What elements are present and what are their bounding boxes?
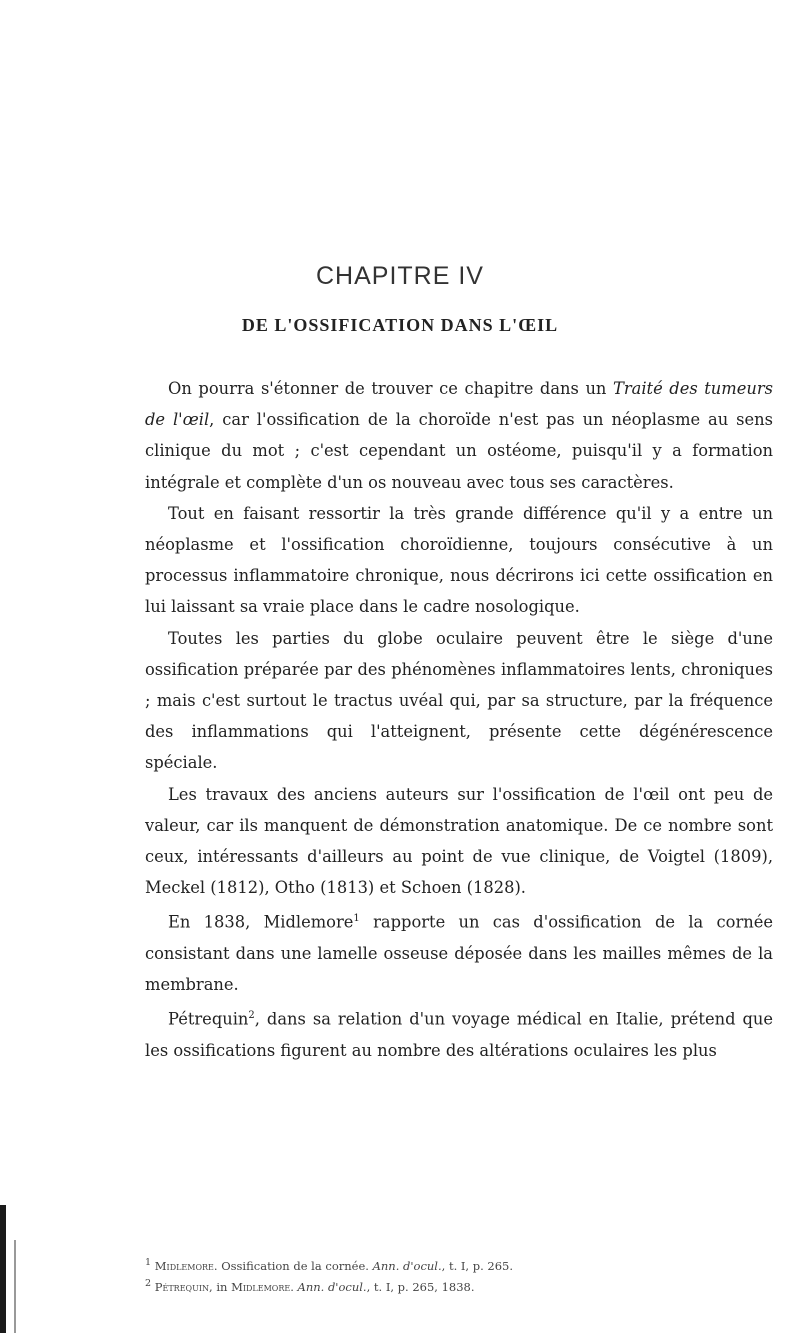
- footnote-1: [145, 1254, 773, 1275]
- footnote-2-ref: , t. I, p. 265, 1838.: [366, 1279, 475, 1294]
- paragraph-6-text-a: Pétrequin: [168, 1009, 249, 1029]
- chapter-heading: CHAPITRE IV: [316, 262, 484, 290]
- footnote-2-author2: Midlemore: [231, 1279, 291, 1294]
- footnote-1-ref: , t. I, p. 265.: [441, 1258, 514, 1273]
- footnote-2-mid: , in: [209, 1279, 232, 1294]
- footnote-2-journal: Ann. d'ocul.: [297, 1279, 367, 1294]
- binding-edge-shadow: [0, 1205, 6, 1333]
- paragraph-5: [145, 903, 773, 1000]
- footnote-2-author: Pétrequin: [154, 1279, 210, 1294]
- footnotes: [145, 1254, 773, 1296]
- footnote-1-text: . Ossification de la cornée.: [213, 1258, 373, 1273]
- paragraph-5-text-a: En 1838, Midlemore: [168, 912, 354, 932]
- paragraph-1-text-b: , car l'ossification de la choroïde n'est pas un néoplasme au sens clinique du mot ; c'est cependant un ostéome, puisqu'il y a formation intégrale et complète d'un os nouveau avec tous ses caractères.: [145, 410, 773, 492]
- footnote-1-author: Midlemore: [154, 1258, 214, 1273]
- footnote-1-journal: Ann. d'ocul.: [372, 1258, 442, 1273]
- paragraph-5-text-b: rapporte un cas d'ossification de la cornée consistant dans une lamelle osseuse déposée dans les mailles mêmes de la membrane.: [145, 912, 774, 995]
- footnote-ref-2: 2: [248, 1010, 255, 1022]
- body-text: [145, 373, 773, 1066]
- paragraph-2: Tout en faisant ressortir la très grande différence qu'il y a entre un néoplasme et l'ossification choroïdienne, toujours consécutive à un processus inflammatoire chronique, nous décrirons ici cette ossification en lui laissant sa vraie place dans le cadre nosologique.: [145, 503, 773, 617]
- footnote-ref-1: 1: [353, 913, 360, 925]
- footnote-2-sep: .: [290, 1279, 298, 1294]
- paragraph-4: Les travaux des anciens auteurs sur l'ossification de l'œil ont peu de valeur, car ils manquent de démonstration anatomique. De ce nombre sont ceux, intéressants d'ailleurs au point de vue clinique, de Voigtel (1809), Meckel (1812), Otho (1813) et Schoen (1828).: [145, 784, 773, 898]
- footnote-2: [145, 1275, 773, 1296]
- paragraph-6-text-b: , dans sa relation d'un voyage médical en Italie, prétend que les ossifications figurent au nombre des altérations oculaires les plus: [145, 1009, 773, 1061]
- chapter-subtitle: DE L'OSSIFICATION DANS L'ŒIL: [241, 315, 559, 335]
- footnote-1-number: 1: [145, 1257, 152, 1268]
- paragraph-3: Toutes les parties du globe oculaire peuvent être le siège d'une ossification préparée par des phénomènes inflammatoires lents, chroniques ; mais c'est surtout le tractus uvéal qui, par sa structure, par la fréquence des inflammations qui l'atteignent, présente cette dégénérescence spéciale.: [145, 628, 773, 773]
- paragraph-1-text-a: On pourra s'étonner de trouver ce chapitre dans un: [168, 379, 613, 398]
- book-title-reference: Traité des tumeurs de l'œil: [145, 379, 773, 430]
- binding-edge-line: [14, 1240, 16, 1333]
- paragraph-6: [145, 1000, 773, 1066]
- paragraph-1: [145, 373, 773, 498]
- footnote-2-number: 2: [145, 1277, 152, 1289]
